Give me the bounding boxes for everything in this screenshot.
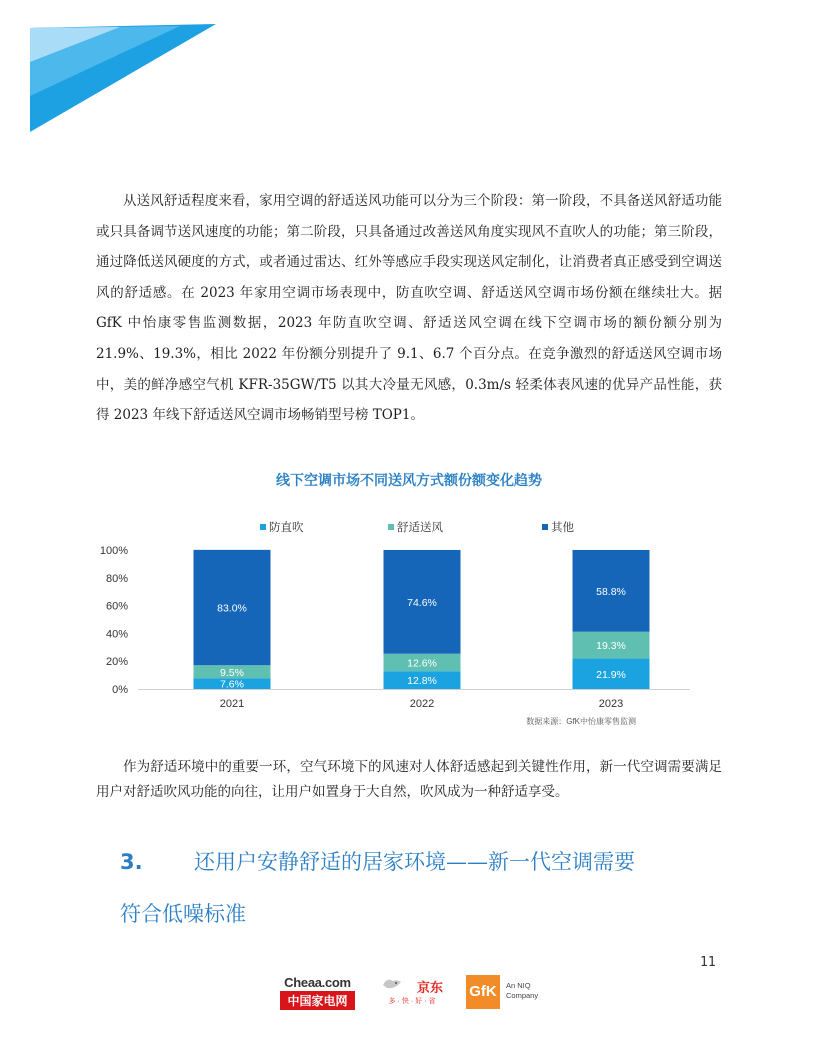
- y-tick-label: 0%: [112, 684, 128, 696]
- x-tick-label: 2021: [219, 698, 245, 710]
- data-label: 21.9%: [596, 668, 626, 681]
- data-label: 83.0%: [217, 602, 247, 615]
- corner-decoration: [0, 0, 230, 140]
- y-tick-label: 60%: [105, 600, 128, 613]
- y-tick-label: 80%: [105, 572, 128, 585]
- body-paragraph-2: 作为舒适环境中的重要一环，空气环境下的风速对人体舒适感起到关键性作用，新一代空调需要满足用户对舒适吹风功能的向往，让用户如置身于大自然，吹风成为一种舒适享受。: [96, 759, 722, 800]
- gfk-tagline-2: Company: [506, 991, 539, 1000]
- legend-label: 舒适送风: [397, 522, 443, 534]
- legend-swatch: [542, 524, 548, 530]
- cheaa-logo-text: Cheaa.com: [284, 975, 351, 990]
- y-tick-label: 40%: [105, 628, 128, 641]
- section-heading-line-1: [120, 836, 740, 888]
- body-paragraph-1: 从送风舒适程度来看，家用空调的舒适送风功能可以分为三个阶段：第一阶段，不具备送风舒适功能或只具备调节送风速度的功能；第二阶段，只具备通过改善送风角度实现风不直吹人的功能；第三阶段，通过降低送风硬度的方式，或者通过雷达、红外等感应手段实现送风定制化，让消费者真正感受到空调送风的舒适感。在 2023 年家用空调市场表现中，防直吹空调、舒适送风空调市场份额在继续壮大。据 GfK 中怡康零售监测数据，2023 年防直吹空调、舒适送风空调在线下空调市场的额份额分别为 21.9%、19.3%，相比 2022 年份额分别提升了 9.1、6.7 个百分点。在竞争激烈的舒适送风空调市场中，美的鲜净感空气机 KFR-35GW/T5 以其大冷量无风感，0.3m/s 轻柔体表风速的优异产品性能，获得 2023 年线下舒适送风空调市场畅销型号榜 TOP1。: [96, 193, 722, 424]
- data-label: 19.3%: [596, 640, 626, 653]
- data-label: 7.6%: [220, 678, 244, 691]
- data-label: 58.8%: [596, 585, 626, 598]
- y-tick-label: 20%: [105, 656, 128, 669]
- data-label: 74.6%: [407, 596, 437, 609]
- cheaa-logo: [280, 975, 355, 1010]
- gfk-tagline: [506, 981, 538, 1001]
- legend-swatch: [388, 524, 394, 530]
- section-heading-text-1: 还用户安静舒适的居家环境——新一代空调需要: [194, 850, 635, 874]
- y-tick-label: 100%: [99, 545, 128, 557]
- data-label: 9.5%: [220, 666, 244, 679]
- jd-dog-icon: [381, 975, 403, 993]
- jd-logo-text: 京东: [416, 980, 443, 995]
- section-heading-line-2: 符合低噪标准: [120, 902, 246, 926]
- stacked-bar-chart: [90, 510, 690, 730]
- footer-logos: [280, 973, 580, 1013]
- gfk-tagline-1: An NIQ: [506, 981, 531, 990]
- gfk-logo: GfK: [466, 975, 500, 1009]
- x-tick-label: 2023: [598, 698, 624, 710]
- legend-swatch: [260, 524, 266, 530]
- legend-label: 其他: [551, 522, 574, 534]
- jd-logo: [383, 977, 443, 1006]
- data-label: 12.8%: [407, 675, 437, 688]
- chart-source-note: 数据来源：GfK中怡康零售监测: [526, 717, 636, 726]
- cheaa-logo-cn: 中国家电网: [280, 991, 355, 1010]
- legend-label: 防直吹: [269, 522, 304, 534]
- data-label: 12.6%: [407, 657, 437, 670]
- x-tick-label: 2022: [409, 698, 435, 710]
- chart-title: 线下空调市场不同送风方式额份额变化趋势: [276, 473, 542, 489]
- jd-slogan: 多·快·好·省: [388, 998, 438, 1005]
- page-number: 11: [700, 955, 716, 970]
- section-number: 3.: [120, 850, 143, 874]
